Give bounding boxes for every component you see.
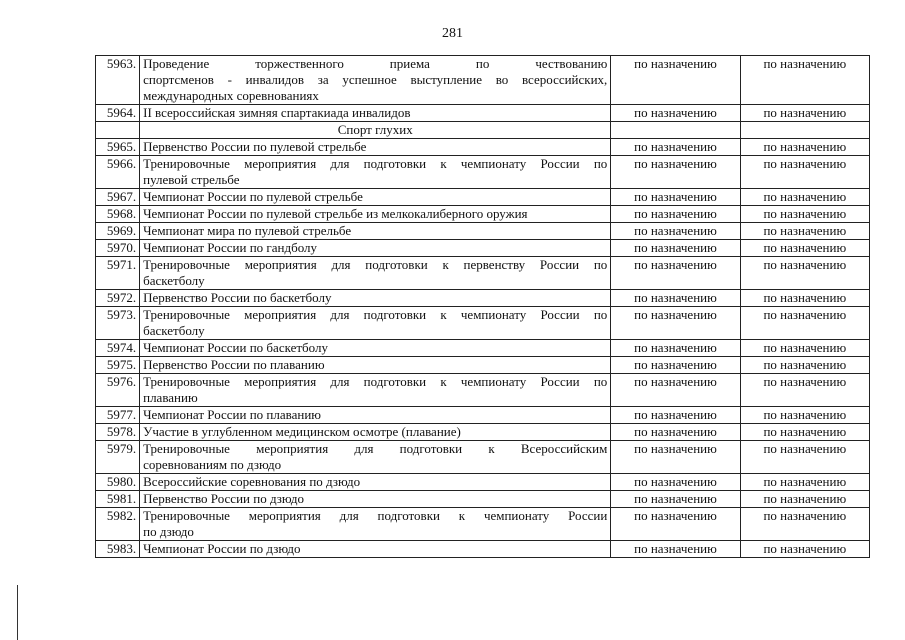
table-row (96, 474, 870, 491)
event-description (140, 290, 611, 307)
term-cell: по назначению (611, 340, 740, 357)
event-description (140, 189, 611, 206)
description-line: Тренировочные мероприятия для подготовки к Всероссийским (143, 441, 608, 456)
event-description (140, 474, 611, 491)
row-number: 5964. (96, 105, 140, 122)
description-line: Всероссийские соревнования по дзюдо (143, 474, 361, 489)
row-number: 5981. (96, 491, 140, 508)
event-description (140, 257, 611, 290)
description-line: баскетболу (143, 273, 205, 288)
event-description (140, 491, 611, 508)
table-row (96, 508, 870, 541)
place-cell: по назначению (740, 424, 869, 441)
event-description (140, 541, 611, 558)
term-cell: по назначению (611, 491, 740, 508)
term-cell: по назначению (611, 156, 740, 189)
description-line: Чемпионат России по пулевой стрельбе из мелкокалиберного оружия (143, 206, 528, 221)
row-number: 5978. (96, 424, 140, 441)
place-cell: по назначению (740, 290, 869, 307)
term-cell: по назначению (611, 139, 740, 156)
place-cell: по назначению (740, 206, 869, 223)
term-cell (611, 122, 740, 139)
description-line: Первенство России по плаванию (143, 357, 325, 372)
place-cell: по назначению (740, 508, 869, 541)
description-line: Чемпионат мира по пулевой стрельбе (143, 223, 352, 238)
place-cell: по назначению (740, 156, 869, 189)
section-header-row (96, 122, 870, 139)
description-line: плаванию (143, 390, 198, 405)
event-description (140, 508, 611, 541)
table-row (96, 307, 870, 340)
term-cell: по назначению (611, 424, 740, 441)
row-number: 5982. (96, 508, 140, 541)
place-cell: по назначению (740, 441, 869, 474)
events-table-body (96, 56, 870, 558)
margin-rule (17, 585, 18, 640)
description-line: Чемпионат России по плаванию (143, 407, 322, 422)
term-cell: по назначению (611, 307, 740, 340)
description-line: Тренировочные мероприятия для подготовки к чемпионату России по (143, 374, 608, 389)
place-cell (740, 122, 869, 139)
term-cell: по назначению (611, 474, 740, 491)
event-description (140, 206, 611, 223)
event-description (140, 357, 611, 374)
term-cell: по назначению (611, 257, 740, 290)
place-cell: по назначению (740, 407, 869, 424)
row-number: 5967. (96, 189, 140, 206)
event-description (140, 56, 611, 105)
term-cell: по назначению (611, 508, 740, 541)
event-description (140, 223, 611, 240)
row-number: 5976. (96, 374, 140, 407)
term-cell: по назначению (611, 105, 740, 122)
page-number: 281 (442, 26, 463, 41)
table-row (96, 156, 870, 189)
row-number: 5968. (96, 206, 140, 223)
row-number: 5972. (96, 290, 140, 307)
description-line: спортсменов - инвалидов за успешное выступление во всероссийских, (143, 72, 608, 87)
row-number: 5977. (96, 407, 140, 424)
section-title (140, 122, 611, 139)
event-description (140, 240, 611, 257)
place-cell: по назначению (740, 374, 869, 407)
event-description (140, 105, 611, 122)
description-line: Тренировочные мероприятия для подготовки к чемпионату России (143, 508, 608, 523)
event-description (140, 156, 611, 189)
table-row (96, 407, 870, 424)
row-number: 5970. (96, 240, 140, 257)
table-row (96, 441, 870, 474)
description-line: Участие в углубленном медицинском осмотре (плавание) (143, 424, 461, 439)
description-line: Тренировочные мероприятия для подготовки к первенству России по (143, 257, 608, 272)
description-line: Чемпионат России по гандболу (143, 240, 318, 255)
event-description (140, 139, 611, 156)
description-line: баскетболу (143, 323, 205, 338)
description-line: Первенство России по баскетболу (143, 290, 332, 305)
term-cell: по назначению (611, 240, 740, 257)
term-cell: по назначению (611, 407, 740, 424)
place-cell: по назначению (740, 307, 869, 340)
row-number: 5963. (96, 56, 140, 105)
row-number: 5983. (96, 541, 140, 558)
term-cell: по назначению (611, 374, 740, 407)
table-row (96, 541, 870, 558)
description-line: международных соревнованиях (143, 88, 319, 103)
term-cell: по назначению (611, 441, 740, 474)
description-line: Чемпионат России по баскетболу (143, 340, 328, 355)
row-number: 5969. (96, 223, 140, 240)
table-row (96, 105, 870, 122)
place-cell: по назначению (740, 474, 869, 491)
table-row (96, 139, 870, 156)
row-number (96, 122, 140, 139)
table-row (96, 240, 870, 257)
table-row (96, 424, 870, 441)
place-cell: по назначению (740, 240, 869, 257)
event-description (140, 374, 611, 407)
term-cell: по назначению (611, 541, 740, 558)
place-cell: по назначению (740, 491, 869, 508)
row-number: 5971. (96, 257, 140, 290)
description-line: Спорт глухих (337, 122, 413, 137)
description-line: по дзюдо (143, 524, 194, 539)
row-number: 5965. (96, 139, 140, 156)
description-line: Чемпионат России по дзюдо (143, 541, 301, 556)
event-description (140, 340, 611, 357)
place-cell: по назначению (740, 257, 869, 290)
term-cell: по назначению (611, 206, 740, 223)
term-cell: по назначению (611, 290, 740, 307)
table-row (96, 340, 870, 357)
table-row (96, 357, 870, 374)
event-description (140, 441, 611, 474)
place-cell: по назначению (740, 139, 869, 156)
event-description (140, 407, 611, 424)
term-cell: по назначению (611, 357, 740, 374)
row-number: 5980. (96, 474, 140, 491)
place-cell: по назначению (740, 223, 869, 240)
table-row (96, 290, 870, 307)
description-line: Первенство России по пулевой стрельбе (143, 139, 367, 154)
term-cell: по назначению (611, 56, 740, 105)
description-line: Проведение торжественного приема по чествованию (143, 56, 608, 71)
place-cell: по назначению (740, 105, 869, 122)
table-row (96, 206, 870, 223)
row-number: 5979. (96, 441, 140, 474)
place-cell: по назначению (740, 189, 869, 206)
place-cell: по назначению (740, 357, 869, 374)
row-number: 5966. (96, 156, 140, 189)
table-row (96, 374, 870, 407)
row-number: 5975. (96, 357, 140, 374)
table-row (96, 257, 870, 290)
place-cell: по назначению (740, 56, 869, 105)
place-cell: по назначению (740, 340, 869, 357)
description-line: II всероссийская зимняя спартакиада инвалидов (143, 105, 411, 120)
events-table (95, 55, 870, 558)
event-description (140, 424, 611, 441)
description-line: Чемпионат России по пулевой стрельбе (143, 189, 363, 204)
description-line: Тренировочные мероприятия для подготовки к чемпионату России по (143, 156, 608, 171)
term-cell: по назначению (611, 223, 740, 240)
event-description (140, 307, 611, 340)
description-line: пулевой стрельбе (143, 172, 240, 187)
term-cell: по назначению (611, 189, 740, 206)
description-line: Тренировочные мероприятия для подготовки к чемпионату России по (143, 307, 608, 322)
table-row (96, 56, 870, 105)
description-line: Первенство России по дзюдо (143, 491, 305, 506)
place-cell: по назначению (740, 541, 869, 558)
table-row (96, 223, 870, 240)
row-number: 5974. (96, 340, 140, 357)
row-number: 5973. (96, 307, 140, 340)
table-row (96, 189, 870, 206)
table-row (96, 491, 870, 508)
description-line: соревнованиям по дзюдо (143, 457, 282, 472)
